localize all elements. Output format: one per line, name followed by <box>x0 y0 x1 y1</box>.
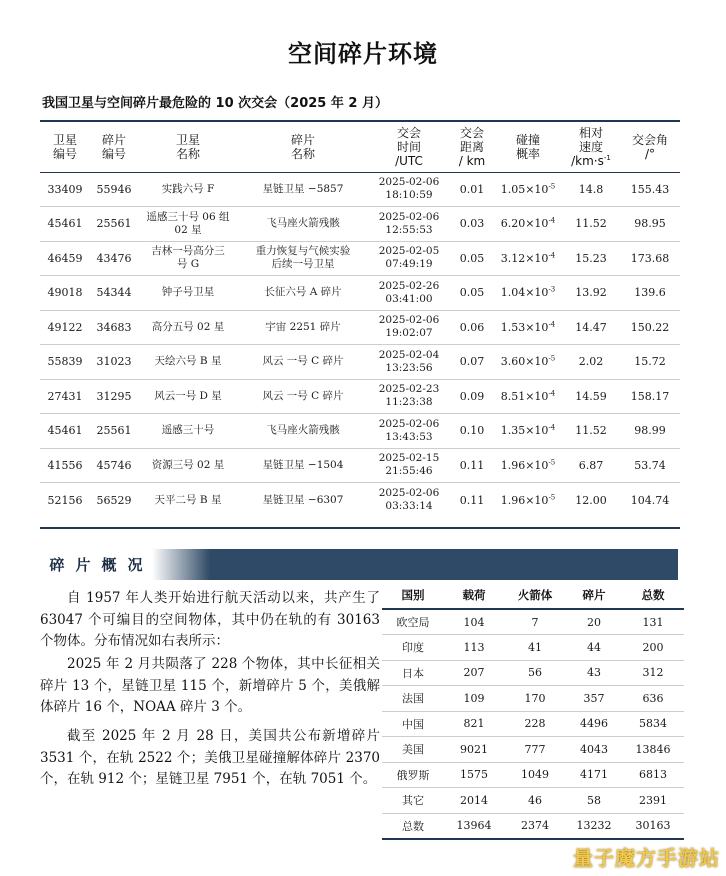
debris-id-cell: 56529 <box>90 483 138 518</box>
count-cell: 13964 <box>444 813 504 839</box>
paragraph-overview: 自 1957 年人类开始进行航天活动以来，共产生了 63047 个可编目的空间物体，其中仍在轨的有 30163 个物体。分布情况如右表所示： <box>40 590 380 649</box>
country-cell: 中国 <box>382 711 444 737</box>
section-heading-char: 片 <box>75 556 91 574</box>
satellite-id-cell: 45461 <box>40 414 90 449</box>
relative-speed-cell: 14.47 <box>562 310 620 345</box>
distance-cell: 0.06 <box>450 310 494 345</box>
debris-name-cell: 飞马座火箭残骸 <box>238 207 368 242</box>
count-cell: 4496 <box>566 711 622 737</box>
debris-name-cell: 宇宙 2251 碎片 <box>238 310 368 345</box>
stats-column-header: 总数 <box>622 582 684 609</box>
debris-id-cell: 54344 <box>90 276 138 311</box>
debris-id-cell: 25561 <box>90 414 138 449</box>
count-cell: 7 <box>504 609 566 635</box>
count-cell: 821 <box>444 711 504 737</box>
table-row <box>40 172 680 207</box>
count-cell: 4171 <box>566 762 622 788</box>
stats-row <box>382 686 684 712</box>
probability-mantissa: 8.51×10 <box>500 389 549 403</box>
stats-row <box>382 762 684 788</box>
probability-mantissa: 1.96×10 <box>500 493 549 507</box>
count-cell: 1575 <box>444 762 504 788</box>
debris-name-cell: 星链卫星 −1504 <box>238 448 368 483</box>
table-row <box>40 379 680 414</box>
conjunction-angle-cell: 150.22 <box>620 310 680 345</box>
satellite-id-cell: 46459 <box>40 241 90 276</box>
column-header: 卫星 名称 <box>175 133 200 161</box>
relative-speed-cell: 15.23 <box>562 241 620 276</box>
stats-column-header: 碎片 <box>566 582 622 609</box>
distance-cell: 0.05 <box>450 276 494 311</box>
satellite-name-cell: 实践六号 F <box>161 182 215 195</box>
probability-cell <box>494 276 562 311</box>
probability-cell <box>494 172 562 207</box>
count-cell: 200 <box>622 635 684 661</box>
distance-cell: 0.11 <box>450 448 494 483</box>
conjunction-time-cell: 2025-02-06 19:02:07 <box>368 310 450 345</box>
conjunction-angle-cell: 98.99 <box>620 414 680 449</box>
count-cell: 312 <box>622 660 684 686</box>
satellite-name-cell: 遥感三十号 06 组 02 星 <box>138 207 238 242</box>
count-cell: 46 <box>504 788 566 814</box>
satellite-name-cell: 钟子号卫星 <box>138 276 238 311</box>
probability-exponent: -4 <box>548 320 556 329</box>
satellite-id-cell: 49018 <box>40 276 90 311</box>
probability-cell <box>494 310 562 345</box>
satellite-id-cell: 27431 <box>40 379 90 414</box>
distance-cell: 0.07 <box>450 345 494 380</box>
stats-column-header: 火箭体 <box>504 582 566 609</box>
table-row <box>40 310 680 345</box>
conjunction-angle-cell: 53.74 <box>620 448 680 483</box>
distance-cell: 0.10 <box>450 414 494 449</box>
conjunction-angle-cell: 158.17 <box>620 379 680 414</box>
stats-row <box>382 660 684 686</box>
satellite-name-cell: 天平二号 B 星 <box>138 483 238 518</box>
count-cell: 41 <box>504 635 566 661</box>
probability-exponent: -4 <box>548 216 556 225</box>
satellite-id-cell: 41556 <box>40 448 90 483</box>
column-header: 相对 速度 $/km\cdot s^{-1}$ <box>571 126 611 168</box>
watermark-logo: 量子魔方手游站 <box>573 846 720 870</box>
probability-mantissa: 3.60×10 <box>500 355 549 369</box>
column-header: 交会 时间 /UTC <box>395 126 423 168</box>
table-bottom-rule <box>40 527 680 529</box>
column-header: 碎片 名称 <box>290 133 315 161</box>
probability-mantissa: 6.20×10 <box>500 217 549 231</box>
count-cell: 6813 <box>622 762 684 788</box>
column-header: 碎片 编号 <box>101 133 126 161</box>
satellite-id-cell: 45461 <box>40 207 90 242</box>
count-cell: 1049 <box>504 762 566 788</box>
section-heading-char: 碎 <box>49 556 65 574</box>
country-cell: 其它 <box>382 788 444 814</box>
satellite-id-cell: 33409 <box>47 182 83 196</box>
conjunction-time-cell: 2025-02-23 11:23:38 <box>368 379 450 414</box>
count-cell: 777 <box>504 737 566 763</box>
relative-speed-cell: 6.87 <box>562 448 620 483</box>
distance-cell: 0.05 <box>450 241 494 276</box>
debris-name-cell: 风云 一号 C 碎片 <box>238 379 368 414</box>
section-heading <box>40 549 210 580</box>
conjunction-time-cell: 2025-02-06 03:33:14 <box>368 483 450 518</box>
debris-id-cell: 43476 <box>90 241 138 276</box>
relative-speed-cell: 2.02 <box>562 345 620 380</box>
debris-name-cell: 风云 一号 C 碎片 <box>238 345 368 380</box>
satellite-id-cell: 55839 <box>40 345 90 380</box>
stats-row <box>382 635 684 661</box>
country-cell: 俄罗斯 <box>382 762 444 788</box>
satellite-id-cell: 49122 <box>40 310 90 345</box>
count-cell: 113 <box>444 635 504 661</box>
table-row <box>40 276 680 311</box>
conjunction-time-cell: 2025-02-15 21:55:46 <box>368 448 450 483</box>
paragraph-decay: 2025 年 2 月共陨落了 228 个物体，其中长征相关碎片 13 个，星链卫星 115 个，新增碎片 5 个，美俄解体碎片 16 个，NOAA 碎片 3 个。 <box>40 656 380 715</box>
count-cell: 2014 <box>444 788 504 814</box>
country-cell: 欧空局 <box>382 609 444 635</box>
distance-cell: 0.03 <box>450 207 494 242</box>
probability-cell <box>494 207 562 242</box>
satellite-name-cell: 资源三号 02 星 <box>138 448 238 483</box>
column-header: 交会 距离 / km <box>458 126 486 168</box>
count-cell: 58 <box>566 788 622 814</box>
count-cell: 131 <box>622 609 684 635</box>
conjunction-table-body <box>40 172 680 517</box>
probability-exponent: -4 <box>548 423 556 432</box>
probability-cell <box>494 414 562 449</box>
paragraph-new-debris: 截至 2025 年 2 月 28 日，美国共公布新增碎片 3531 个，在轨 2522 个；美俄卫星碰撞解体碎片 2370 个，在轨 912 个；星链卫星 7951 个，在轨 7051 个。 <box>40 728 380 787</box>
debris-id-cell: 34683 <box>90 310 138 345</box>
table-row <box>40 414 680 449</box>
count-cell: 2391 <box>622 788 684 814</box>
count-cell: 44 <box>566 635 622 661</box>
probability-mantissa: 1.05×10 <box>500 182 549 196</box>
count-cell: 207 <box>444 660 504 686</box>
table-row <box>40 483 680 518</box>
relative-speed-cell: 12.00 <box>562 483 620 518</box>
table-row <box>40 207 680 242</box>
conjunction-angle-cell: 173.68 <box>620 241 680 276</box>
debris-name-cell: 飞马座火箭残骸 <box>238 414 368 449</box>
debris-name-cell: 星链卫星 −6307 <box>238 483 368 518</box>
distance-cell: 0.01 <box>459 182 485 196</box>
stats-row <box>382 737 684 763</box>
probability-cell <box>494 345 562 380</box>
debris-name-cell: 星链卫星 −5857 <box>262 182 344 195</box>
probability-exponent: -4 <box>548 389 556 398</box>
distribution-table-body <box>382 609 684 839</box>
section-heading-chip <box>40 549 152 580</box>
debris-id-cell: 31023 <box>90 345 138 380</box>
count-cell: 357 <box>566 686 622 712</box>
relative-speed-cell: 11.52 <box>562 414 620 449</box>
stats-row <box>382 788 684 814</box>
probability-cell <box>494 483 562 518</box>
probability-mantissa: 1.35×10 <box>500 424 549 438</box>
debris-name-cell: 长征六号 A 碎片 <box>238 276 368 311</box>
count-cell: 56 <box>504 660 566 686</box>
conjunction-time-cell: 2025-02-05 07:49:19 <box>368 241 450 276</box>
count-cell: 4043 <box>566 737 622 763</box>
satellite-name-cell: 风云一号 D 星 <box>138 379 238 414</box>
satellite-id-cell: 52156 <box>40 483 90 518</box>
satellite-name-cell: 吉林一号高分三 号 G <box>138 241 238 276</box>
conjunction-angle-cell: 104.74 <box>620 483 680 518</box>
table-row <box>40 448 680 483</box>
conjunction-angle-cell: 15.72 <box>620 345 680 380</box>
conjunction-table <box>40 122 680 517</box>
count-cell: 109 <box>444 686 504 712</box>
relative-speed-cell: 11.52 <box>562 207 620 242</box>
country-cell: 印度 <box>382 635 444 661</box>
probability-mantissa: 3.12×10 <box>500 251 549 265</box>
probability-exponent: -5 <box>548 354 556 363</box>
conjunction-time-cell: 2025-02-26 03:41:00 <box>368 276 450 311</box>
distribution-header-row <box>382 582 684 609</box>
probability-cell <box>494 241 562 276</box>
distance-cell: 0.11 <box>450 483 494 518</box>
stats-row <box>382 609 684 635</box>
probability-exponent: -4 <box>548 251 556 260</box>
satellite-name-cell: 遥感三十号 <box>138 414 238 449</box>
probability-exponent: -5 <box>548 458 556 467</box>
country-cell: 美国 <box>382 737 444 763</box>
section-heading-char: 概 <box>101 556 117 574</box>
count-cell: 13232 <box>566 813 622 839</box>
probability-cell <box>494 379 562 414</box>
count-cell: 9021 <box>444 737 504 763</box>
satellite-name-cell: 高分五号 02 星 <box>138 310 238 345</box>
conjunction-angle-cell: 98.95 <box>620 207 680 242</box>
probability-exponent: -3 <box>548 285 556 294</box>
count-cell: 43 <box>566 660 622 686</box>
table-row <box>40 241 680 276</box>
count-cell: 170 <box>504 686 566 712</box>
unit-exponent: -1 <box>603 154 611 162</box>
conjunction-time-cell: 2025-02-06 13:43:53 <box>368 414 450 449</box>
page-title: 空间碎片环境 <box>288 40 438 68</box>
probability-mantissa: 1.53×10 <box>500 320 549 334</box>
count-cell: 228 <box>504 711 566 737</box>
conjunction-header-row <box>40 122 680 172</box>
column-header: 交会角 /° <box>631 133 668 161</box>
probability-exponent: -5 <box>548 181 556 190</box>
section-heading-char: 况 <box>127 556 143 574</box>
conjunction-angle-cell: 139.6 <box>620 276 680 311</box>
probability-mantissa: 1.96×10 <box>500 458 549 472</box>
debris-id-cell: 55946 <box>96 182 132 196</box>
debris-name-cell: 重力恢复与气候实验 后续一号卫星 <box>238 241 368 276</box>
debris-id-cell: 25561 <box>90 207 138 242</box>
country-cell: 日本 <box>382 660 444 686</box>
table-row <box>40 345 680 380</box>
debris-id-cell: 45746 <box>90 448 138 483</box>
satellite-name-cell: 天绘六号 B 星 <box>138 345 238 380</box>
column-header: 碰撞 概率 <box>515 133 540 161</box>
conjunction-table-title: 我国卫星与空间碎片最危险的 10 次交会（2025 年 2 月） <box>42 96 388 111</box>
relative-speed-cell: 13.92 <box>562 276 620 311</box>
count-cell: 2374 <box>504 813 566 839</box>
probability-mantissa: 1.04×10 <box>500 286 549 300</box>
count-cell: 30163 <box>622 813 684 839</box>
stats-row <box>382 813 684 839</box>
probability-cell <box>494 448 562 483</box>
count-cell: 104 <box>444 609 504 635</box>
conjunction-time-cell: 2025-02-06 12:55:53 <box>368 207 450 242</box>
count-cell: 5834 <box>622 711 684 737</box>
stats-column-header: 载荷 <box>444 582 504 609</box>
stats-column-header: 国别 <box>382 582 444 609</box>
country-cell: 法国 <box>382 686 444 712</box>
count-cell: 13846 <box>622 737 684 763</box>
column-header: 卫星 编号 <box>52 133 77 161</box>
probability-exponent: -5 <box>548 492 556 501</box>
count-cell: 20 <box>566 609 622 635</box>
country-cell: 总数 <box>382 813 444 839</box>
conjunction-time-cell: 2025-02-04 13:23:56 <box>368 345 450 380</box>
count-cell: 636 <box>622 686 684 712</box>
distance-cell: 0.09 <box>450 379 494 414</box>
stats-row <box>382 711 684 737</box>
relative-speed-cell: 14.8 <box>578 182 604 196</box>
distribution-table <box>382 582 684 840</box>
conjunction-time-cell: 2025-02-06 18:10:59 <box>378 176 440 201</box>
relative-speed-cell: 14.59 <box>562 379 620 414</box>
conjunction-angle-cell: 155.43 <box>630 182 670 196</box>
debris-id-cell: 31295 <box>90 379 138 414</box>
section-heading-fade <box>152 549 210 580</box>
